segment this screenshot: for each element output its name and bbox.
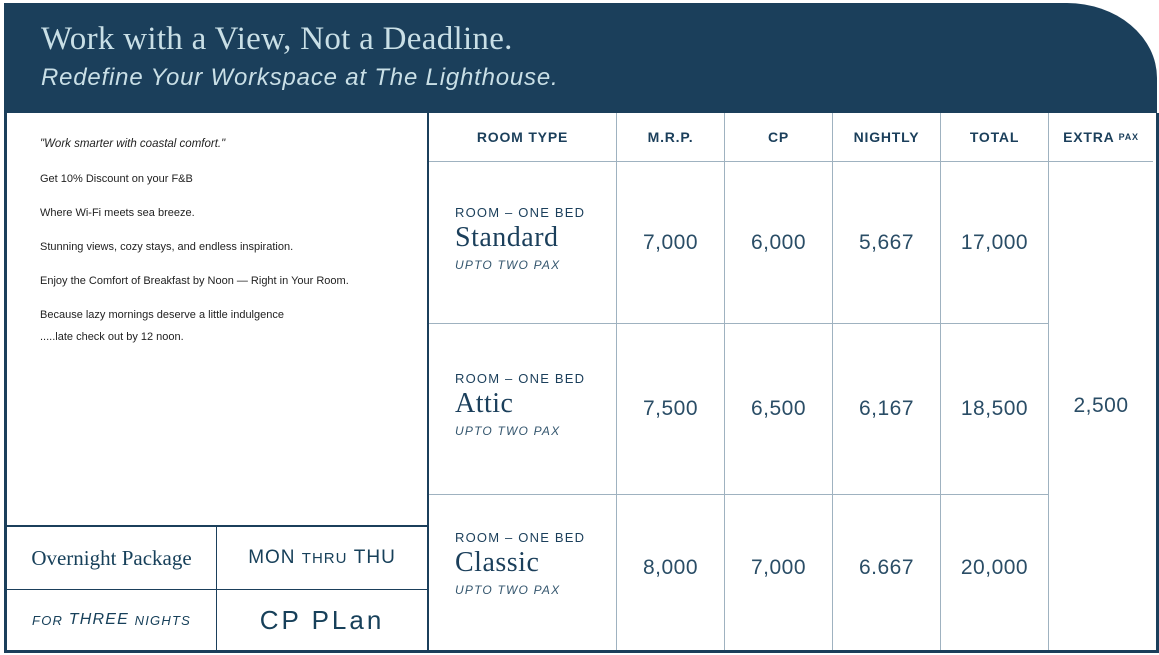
page-subtitle: Redefine Your Workspace at The Lighthouse. <box>41 64 559 91</box>
room-name: Attic <box>455 388 514 419</box>
panel-divider <box>427 113 429 650</box>
price-cp: 6,500 <box>750 397 807 420</box>
price-extra-pax: 2,500 <box>1073 394 1129 417</box>
price-cp: 7,000 <box>750 555 807 579</box>
header-room-type: ROOM TYPE <box>476 129 569 145</box>
price-nightly: 5,667 <box>858 230 915 254</box>
header-cp: CP <box>767 129 790 145</box>
page-title: Work with a View, Not a Deadline. <box>41 21 513 57</box>
package-nights <box>7 590 216 650</box>
price-nightly: 6.667 <box>858 555 915 579</box>
intro-line: Where Wi-Fi meets sea breeze. <box>40 207 195 219</box>
package-name: Overnight Package <box>31 545 192 570</box>
header-nightly: NIGHTLY <box>853 129 920 145</box>
price-total: 18,500 <box>960 397 1029 420</box>
room-name: Classic <box>455 547 540 578</box>
header-mrp: M.R.P. <box>647 129 694 145</box>
header-banner <box>4 3 1157 113</box>
header-total: TOTAL <box>969 129 1020 145</box>
room-category: ROOM – ONE BED <box>455 530 586 545</box>
package-plan: CP PLan <box>259 604 385 635</box>
intro-line: Because lazy mornings deserve a little indulgence <box>40 309 284 321</box>
intro-quote: "Work smarter with coastal comfort." <box>40 138 226 150</box>
nights-mid: THREE <box>68 611 129 628</box>
room-category: ROOM – ONE BED <box>455 371 586 386</box>
price-mrp: 7,500 <box>642 397 699 420</box>
intro-line: Enjoy the Comfort of Breakfast by Noon — Right in Your Room. <box>40 275 349 287</box>
room-category: ROOM – ONE BED <box>455 205 586 220</box>
room-pax: UPTO TWO PAX <box>455 258 561 272</box>
nights-pre: FOR <box>32 612 64 628</box>
days-start: MON <box>248 547 296 568</box>
price-mrp: 7,000 <box>642 230 699 254</box>
header-extra-small: PAX <box>1118 132 1139 142</box>
room-attic <box>455 371 585 438</box>
package-days <box>217 527 427 589</box>
days-mid: THRU <box>301 549 348 567</box>
intro-line: Get 10% Discount on your F&B <box>40 173 193 185</box>
nights-post: NIGHTS <box>134 612 191 628</box>
intro-line: Stunning views, cozy stays, and endless inspiration. <box>40 241 294 253</box>
price-nightly: 6,167 <box>858 397 915 420</box>
price-total: 17,000 <box>960 230 1029 254</box>
room-pax: UPTO TWO PAX <box>455 583 561 597</box>
room-name: Standard <box>455 222 559 253</box>
intro-line: .....late check out by 12 noon. <box>40 331 184 343</box>
room-classic <box>455 530 585 597</box>
price-mrp: 8,000 <box>642 555 699 579</box>
room-pax: UPTO TWO PAX <box>455 424 561 438</box>
intro-panel <box>7 113 427 525</box>
price-total: 20,000 <box>960 555 1029 579</box>
room-standard <box>455 205 585 272</box>
days-end: THU <box>353 547 396 568</box>
header-extra: EXTRA <box>1063 129 1115 145</box>
header-extra-pax <box>1049 113 1153 161</box>
price-cp: 6,000 <box>750 230 807 254</box>
